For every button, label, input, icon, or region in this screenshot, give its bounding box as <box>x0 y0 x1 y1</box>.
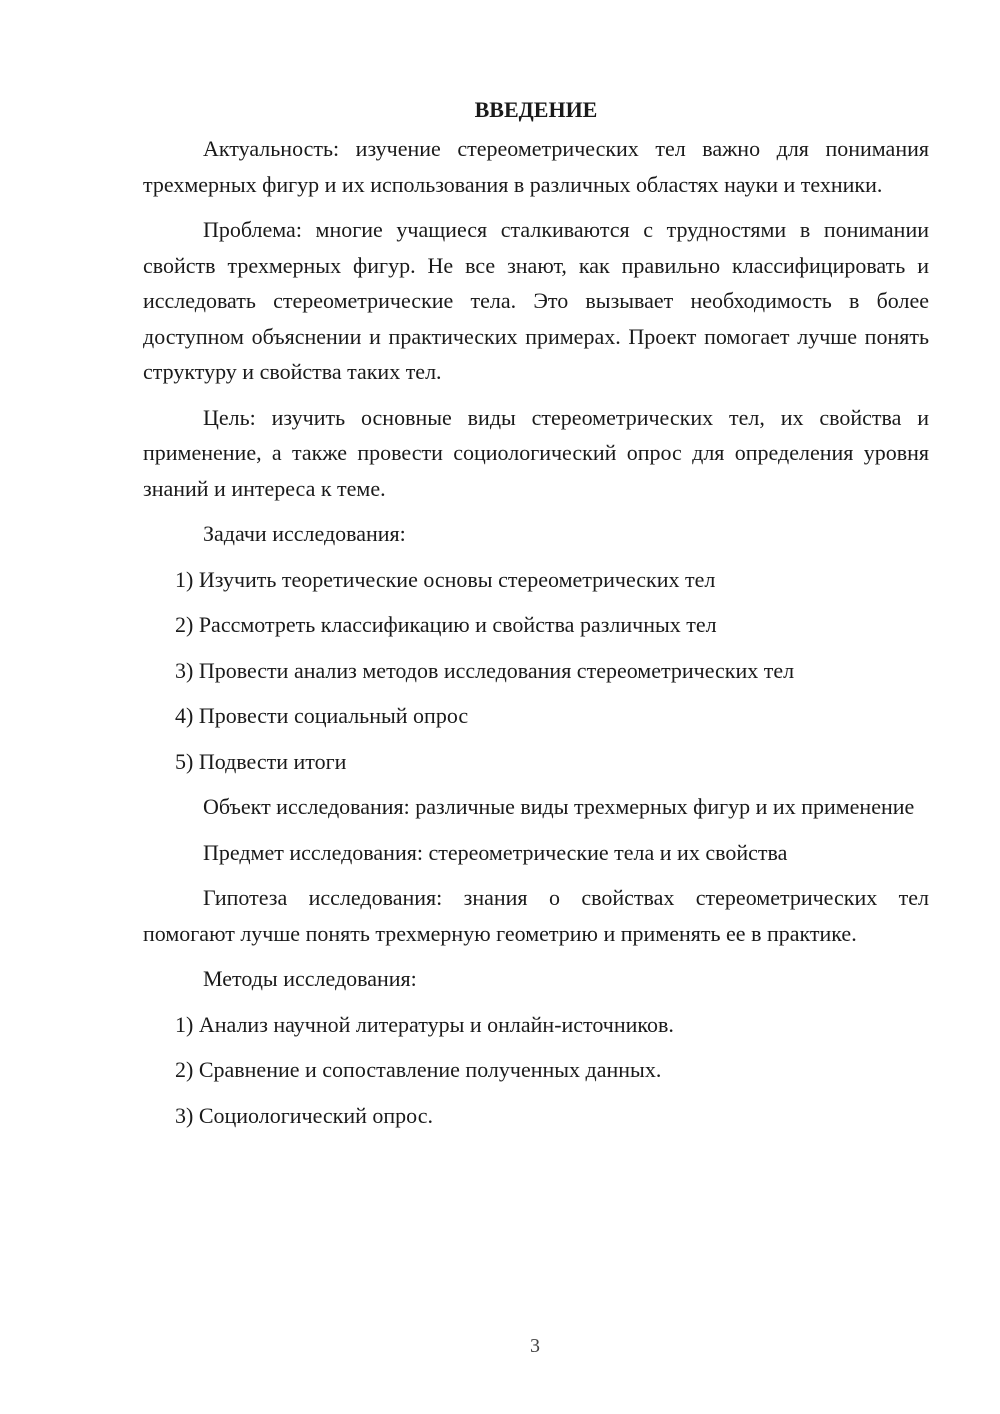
methods-heading: Методы исследования: <box>203 966 417 991</box>
problem-paragraph: Проблема: многие учащиеся сталкиваются с трудностями в понимании свойств трехмерных фигур. Не все знают, как правильно классифицировать и исследовать стереометрические тела. Это вызывает необходимость в более доступном объяснении и практических примерах. Проект помогает лучше понять структуру и свойства таких тел. <box>143 217 929 384</box>
page-number: 3 <box>530 1335 540 1357</box>
document-page <box>143 92 929 1143</box>
list-item: 1) Изучить теоретические основы стереометрических тел <box>175 566 716 592</box>
methods-list <box>143 1007 929 1134</box>
list-item: 2) Сравнение и сопоставление полученных данных. <box>175 1057 662 1082</box>
list-item: 4) Провести социальный опрос <box>175 703 469 728</box>
list-item: 2) Рассмотреть классификацию и свойства различных тел <box>175 612 717 637</box>
tasks-heading: Задачи исследования: <box>203 521 406 546</box>
object-paragraph: Объект исследования: различные виды трехмерных фигур и их применение <box>203 794 915 819</box>
relevance-paragraph: Актуальность: изучение стереометрических тел важно для понимания трехмерных фигур и их использования в различных областях науки и техники. <box>143 136 929 197</box>
subject-paragraph: Предмет исследования: стереометрические тела и их свойства <box>203 839 788 865</box>
goal-paragraph: Цель: изучить основные виды стереометрических тел, их свойства и применение, а также провести социологический опрос для определения уровня знаний и интереса к теме. <box>143 404 929 501</box>
list-item: 3) Социологический опрос. <box>175 1102 433 1128</box>
page-title: ВВЕДЕНИЕ <box>474 97 598 122</box>
list-item: 5) Подвести итоги <box>175 748 347 774</box>
tasks-list <box>143 562 929 780</box>
list-item: 1) Анализ научной литературы и онлайн-источников. <box>175 1011 674 1037</box>
hypothesis-paragraph: Гипотеза исследования: знания о свойствах стереометрических тел помогают лучше понять трехмерную геометрию и применять ее в практике. <box>143 885 929 946</box>
list-item: 3) Провести анализ методов исследования стереометрических тел <box>175 657 795 683</box>
